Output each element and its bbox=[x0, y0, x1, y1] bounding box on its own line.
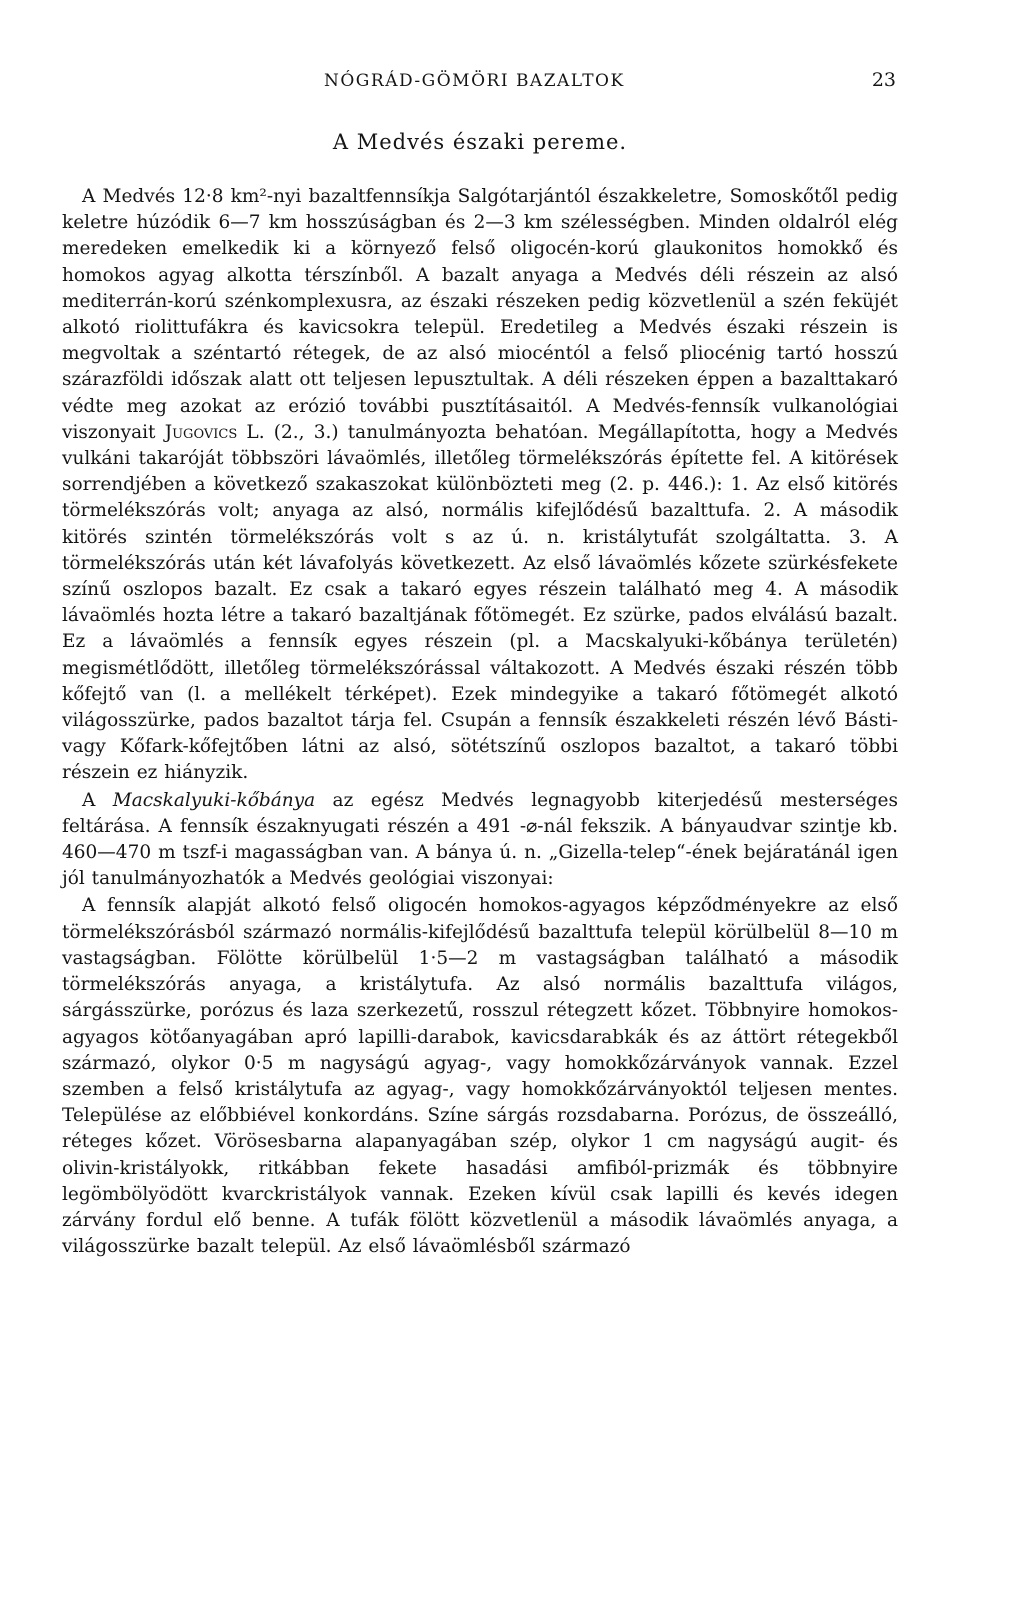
page-number: 23 bbox=[871, 69, 896, 91]
running-header bbox=[62, 58, 898, 98]
paragraph-text: az egész Medvés legnagyobb kiterjedésű mesterséges feltárása. A fennsík északnyugati részén a 491 -⌀-nál fekszik. A bányaudvar szintje kb. 460—470 m tszf-i magasságban van. A bánya ú. n. „Gizella-telep“-ének bejáratánál igen jól tanulmányozhatók a Medvés geológiai viszonyai: bbox=[62, 789, 898, 890]
document-page bbox=[62, 58, 898, 1260]
paragraph bbox=[62, 184, 898, 787]
paragraph-text: L. (2., 3.) tanulmányozta behatóan. Megállapította, hogy a Medvés vulkáni takaróját többszöri lávaömlés, illetőleg törmelékszórás építette fel. A kitörések sorrendjében a következő szakaszokat különbözteti meg (2. p. 446.): 1. Az első kitörés törmelékszórás volt; anyaga az alsó, normális kifejlődésű bazalttufa. 2. A második kitörés szintén törmelékszórás volt s az ú. n. kristálytufát szolgáltatta. 3. A törmelékszórás után két lávafolyás következett. Az első lávaömlés kőzete szürkésfekete színű oszlopos bazalt. Ez csak a takaró egyes részein található meg 4. A második lávaömlés hozta létre a takaró bazaltjának főtömegét. Ez szürke, pados elválású bazalt. Ez a lávaömlés a fennsík egyes részein (pl. a Macskalyuki-kőbánya területén) megismétlődött, illetőleg törmelékszórással váltakozott. A Medvés északi részén több kőfejtő van (l. a mellékelt térképet). Ezek mindegyike a takaró főtömegét alkotó világosszürke, pados bazaltot tárja fel. Csupán a fennsík északkeleti részén lévő Básti- vagy Kőfark-kőfejtőben látni az alsó, sötétszínű oszlopos bazaltot, a takaró többi részein ez hiányzik. bbox=[62, 421, 899, 784]
paragraph-text: A fennsík alapját alkotó felső oligocén homokos-agyagos képződményekre az első törmelékszórásból származó normális-kifejlődésű bazalttufa települ körülbelül 8—10 m vastagságban. Fölötte körülbelül 1·5—2 m vastagságban található a második törmelékszórás anyaga, a kristálytufa. Az alsó normális bazalttufa világos, sárgásszürke, porózus és laza szerkezetű, rosszul rétegzett kőzet. Többnyire homokos-agyagos kötőanyagában apró lapilli-darabok, kavicsdarabkák és az áttört rétegekből származó, olykor 0·5 m nagyságú agyag-, vagy homokkőzárványok vannak. Ezzel szemben a felső kristálytufa az agyag-, vagy homokkőzárványoktól teljesen mentes. Települése az előbbiével konkordáns. Színe sárgás rozsdabarna. Porózus, de összeálló, réteges kőzet. Vörösesbarna alapanyagában szép, olykor 1 cm nagyságú augit- és olivin-kristályokk, ritkábban fekete hasadási amfiból-prizmák és többnyire legömbölyödött kvarckristályok vannak. Ezeken kívül csak lapilli és kevés idegen zárvány fordul elő benne. A tufák fölött közvetlenül a második lávaömlés anyaga, a világosszürke bazalt települ. Az első lávaömlésből származó bbox=[62, 895, 898, 1258]
running-title: NÓGRÁD-GÖMÖRI BAZALTOK bbox=[324, 71, 625, 91]
paragraph bbox=[62, 788, 898, 893]
paragraph-text: A Medvés 12·8 km²-nyi bazaltfennsíkja Salgótarjántól északkeletre, Somoskőtől pedig keletre húzódik 6—7 km hosszúságban és 2—3 km szélességben. Minden oldalról elég meredeken emelkedik ki a környező felső oligocén-korú glaukonitos homokkő és homokos agyag alkotta térszínből. A bazalt anyaga a Medvés déli részein az alsó mediterrán-korú szénkomplexusra, az északi részeken pedig közvetlenül a szén feküjét alkotó riolittufákra és kavicsokra települ. Eredetileg a Medvés északi részein is megvoltak a széntartó rétegek, de az alsó miocéntól a felső pliocénig tartó hosszú szárazföldi időszak alatt ott teljesen lepusztultak. A déli részeken éppen a bazalttakaró védte meg azokat az erózió további pusztításaitól. A Medvés-fennsík vulkanológiai viszonyait bbox=[62, 186, 898, 443]
body-text bbox=[62, 184, 898, 1260]
section-title: A Medvés északi pereme. bbox=[332, 130, 628, 154]
emphasized-term: Macskalyuki-kőbánya bbox=[112, 789, 316, 811]
paragraph bbox=[62, 893, 898, 1260]
author-name: Jugovics bbox=[164, 421, 238, 443]
paragraph-text: A bbox=[82, 789, 113, 811]
